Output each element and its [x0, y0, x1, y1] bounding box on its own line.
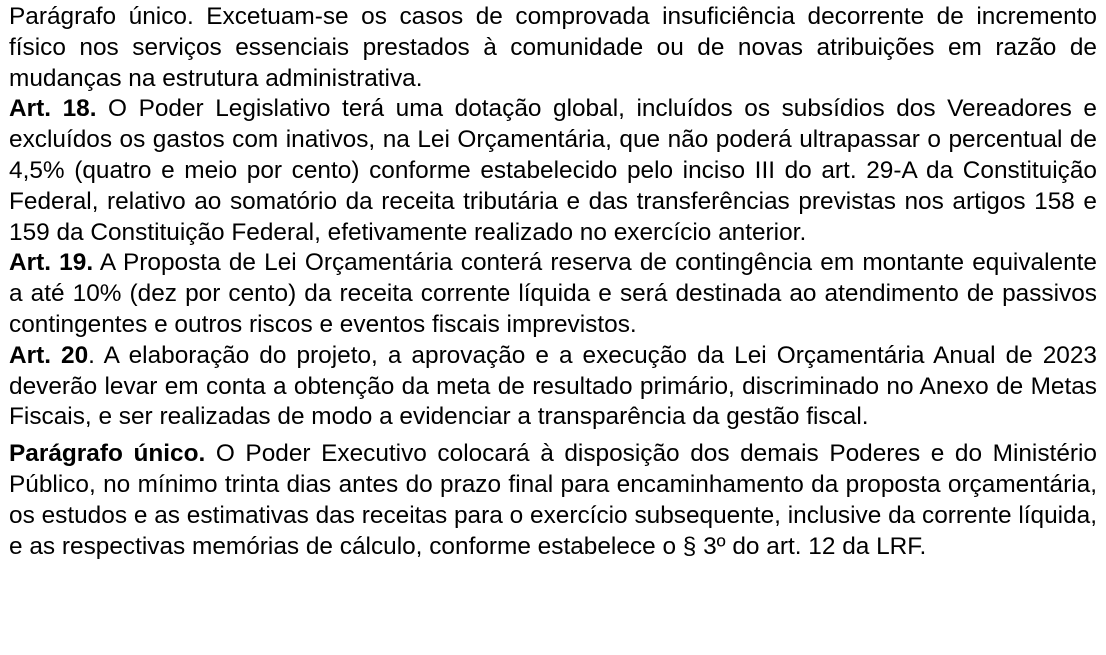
paragraph-label: Parágrafo único.: [9, 440, 206, 468]
article-label: Art. 19.: [9, 249, 94, 277]
paragrafo-unico-insuficiencia: [9, 2, 1097, 94]
article-18: [9, 94, 1097, 248]
article-19: [9, 248, 1097, 340]
paragraph-text: A Proposta de Lei Orçamentária conterá reserva de contingência em montante equivalente a até 10% (dez por cento) da receita corrente líquida e será destinada ao atendimento de passivos contingentes e outros riscos e eventos fiscais imprevistos.: [9, 249, 1097, 338]
paragraph-text: O Poder Legislativo terá uma dotação global, incluídos os subsídios dos Vereadores e excluídos os gastos com inativos, na Lei Orçamentária, que não poderá ultrapassar o percentual de 4,5% (quatro e meio por cento) conforme estabelecido pelo inciso III do art. 29-A da Constituição Federal, relativo ao somatório da receita tributária e das transferências previstas nos artigos 158 e 159 da Constituição Federal, efetivamente realizado no exercício anterior.: [9, 95, 1097, 246]
paragraph-text: . A elaboração do projeto, a aprovação e a execução da Lei Orçamentária Anual de 2023 deverão levar em conta a obtenção da meta de resultado primário, discriminado no Anexo de Metas Fiscais, e ser realizadas de modo a evidenciar a transparência da gestão fiscal.: [9, 341, 1097, 431]
article-label: Art. 20: [9, 341, 89, 369]
paragrafo-unico-executivo: [9, 439, 1097, 562]
paragraph-text: Parágrafo único. Excetuam-se os casos de comprovada insuficiência decorrente de incremento físico nos serviços essenciais prestados à comunidade ou de novas atribuições em razão de mudanças na estrutura administrativa.: [9, 3, 1097, 92]
article-20: [9, 341, 1097, 433]
article-label: Art. 18.: [9, 95, 97, 123]
paragraph-text: O Poder Executivo colocará à disposição dos demais Poderes e do Ministério Público, no mínimo trinta dias antes do prazo final para encaminhamento da proposta orçamentária, os estudos e as estimativas das receitas para o exercício subsequente, inclusive da corrente líquida, e as respectivas memórias de cálculo, conforme estabelece o § 3º do art. 12 da LRF.: [9, 440, 1097, 560]
